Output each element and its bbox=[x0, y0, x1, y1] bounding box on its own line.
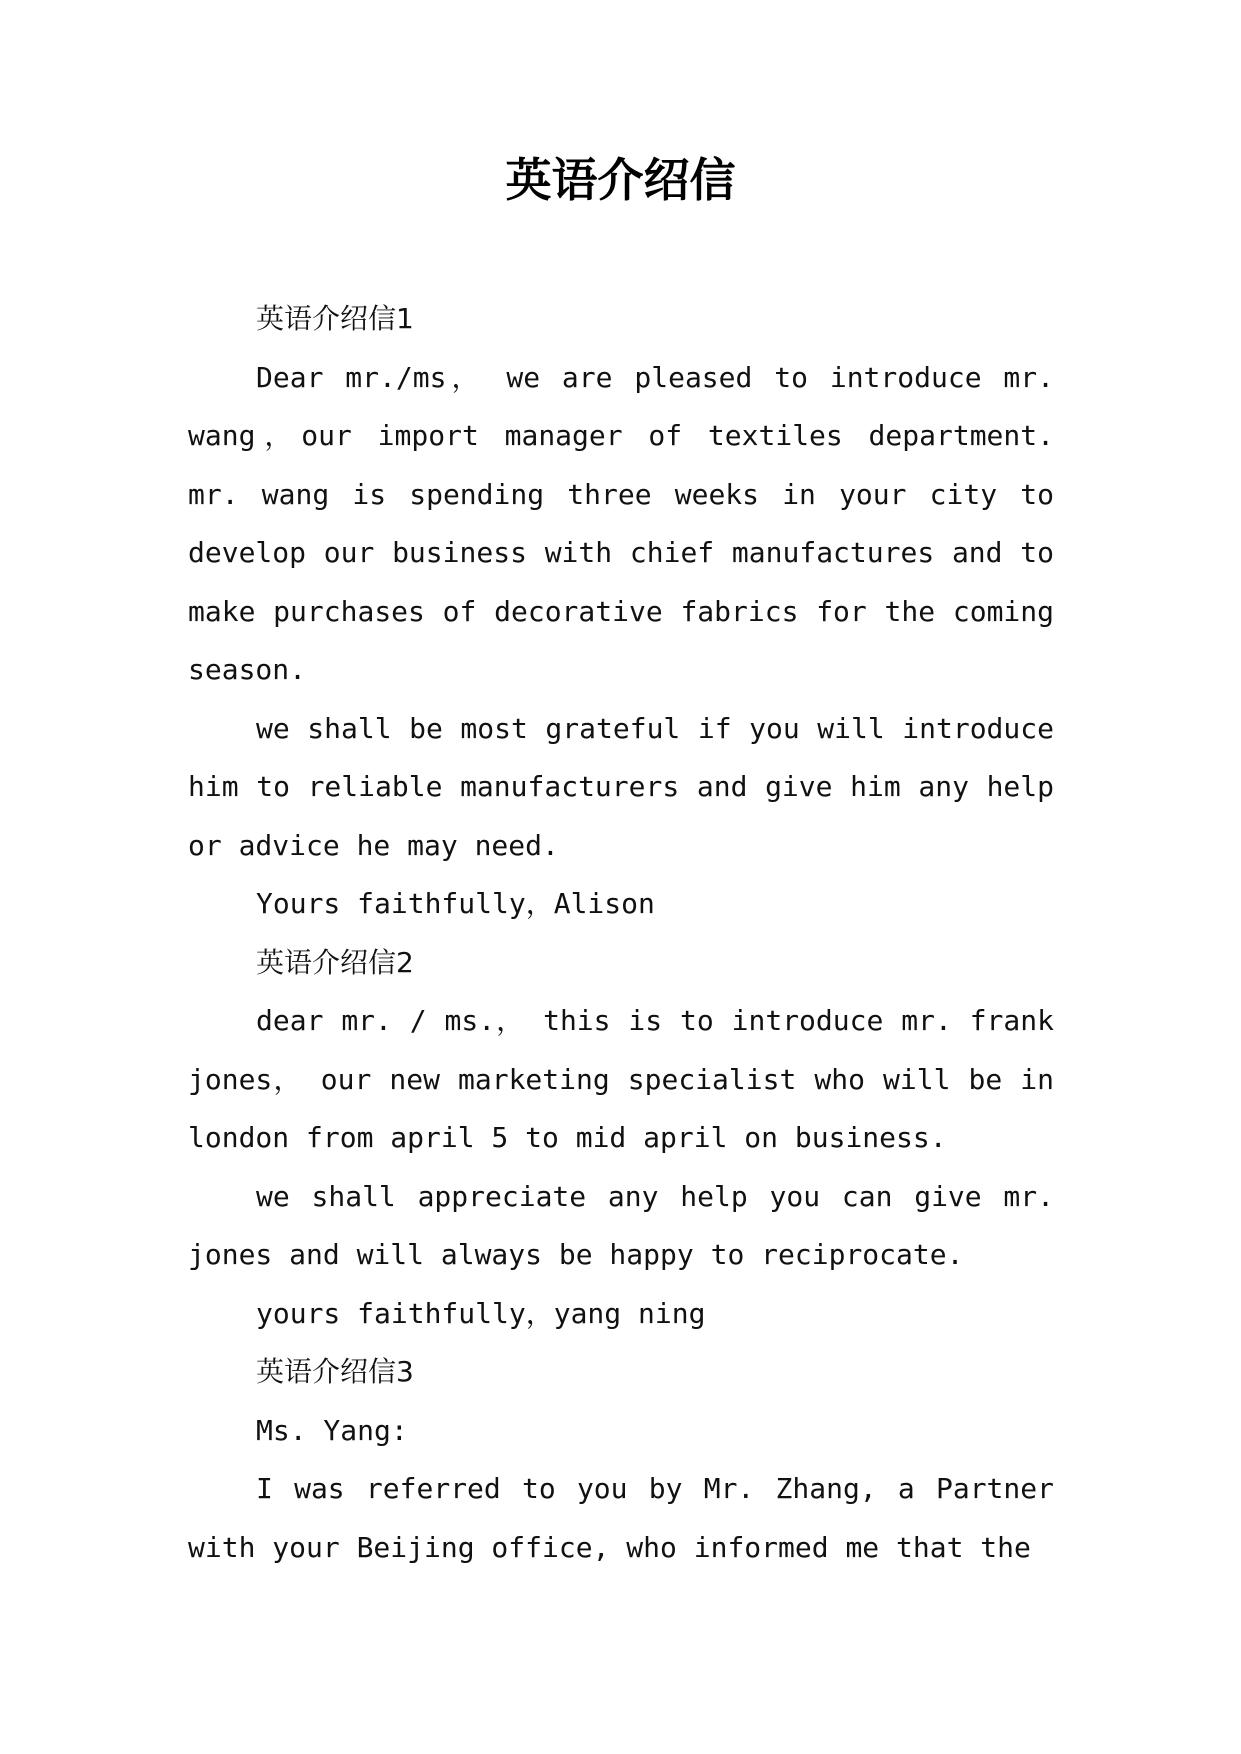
letter1-paragraph-1: Dear mr./ms， we are pleased to introduce mr. wang，our import manager of textiles department. mr. wang is spending three weeks in your city to develop our business with chief manufactures and to make purchases of decorative fabrics for the coming season. bbox=[188, 360, 1054, 686]
document-body bbox=[188, 290, 1054, 1577]
letter1-signature: Yours faithfully，Alison bbox=[256, 887, 655, 920]
letter2-paragraph-2: we shall appreciate any help you can give mr. jones and will always be happy to reciprocate. bbox=[188, 1179, 1054, 1271]
letter1-paragraph-2: we shall be most grateful if you will introduce him to reliable manufacturers and give him any help or advice he may need. bbox=[188, 711, 1054, 862]
letter3-salutation: Ms. Yang: bbox=[256, 1413, 408, 1447]
section-heading-1: 英语介绍信1 bbox=[256, 302, 414, 335]
letter2-paragraph-1: dear mr. / ms.， this is to introduce mr. frank jones， our new marketing specialist who will be in london from april 5 to mid april on business. bbox=[188, 1004, 1054, 1154]
section-heading-2: 英语介绍信2 bbox=[256, 945, 414, 979]
section-heading-3: 英语介绍信3 bbox=[256, 1355, 414, 1388]
letter3-paragraph-1: I was referred to you by Mr. Zhang, a Partner with your Beijing office, who informed me that the bbox=[188, 1472, 1054, 1564]
document-title: 英语介绍信 bbox=[505, 153, 736, 207]
letter2-signature: yours faithfully，yang ning bbox=[256, 1296, 706, 1330]
